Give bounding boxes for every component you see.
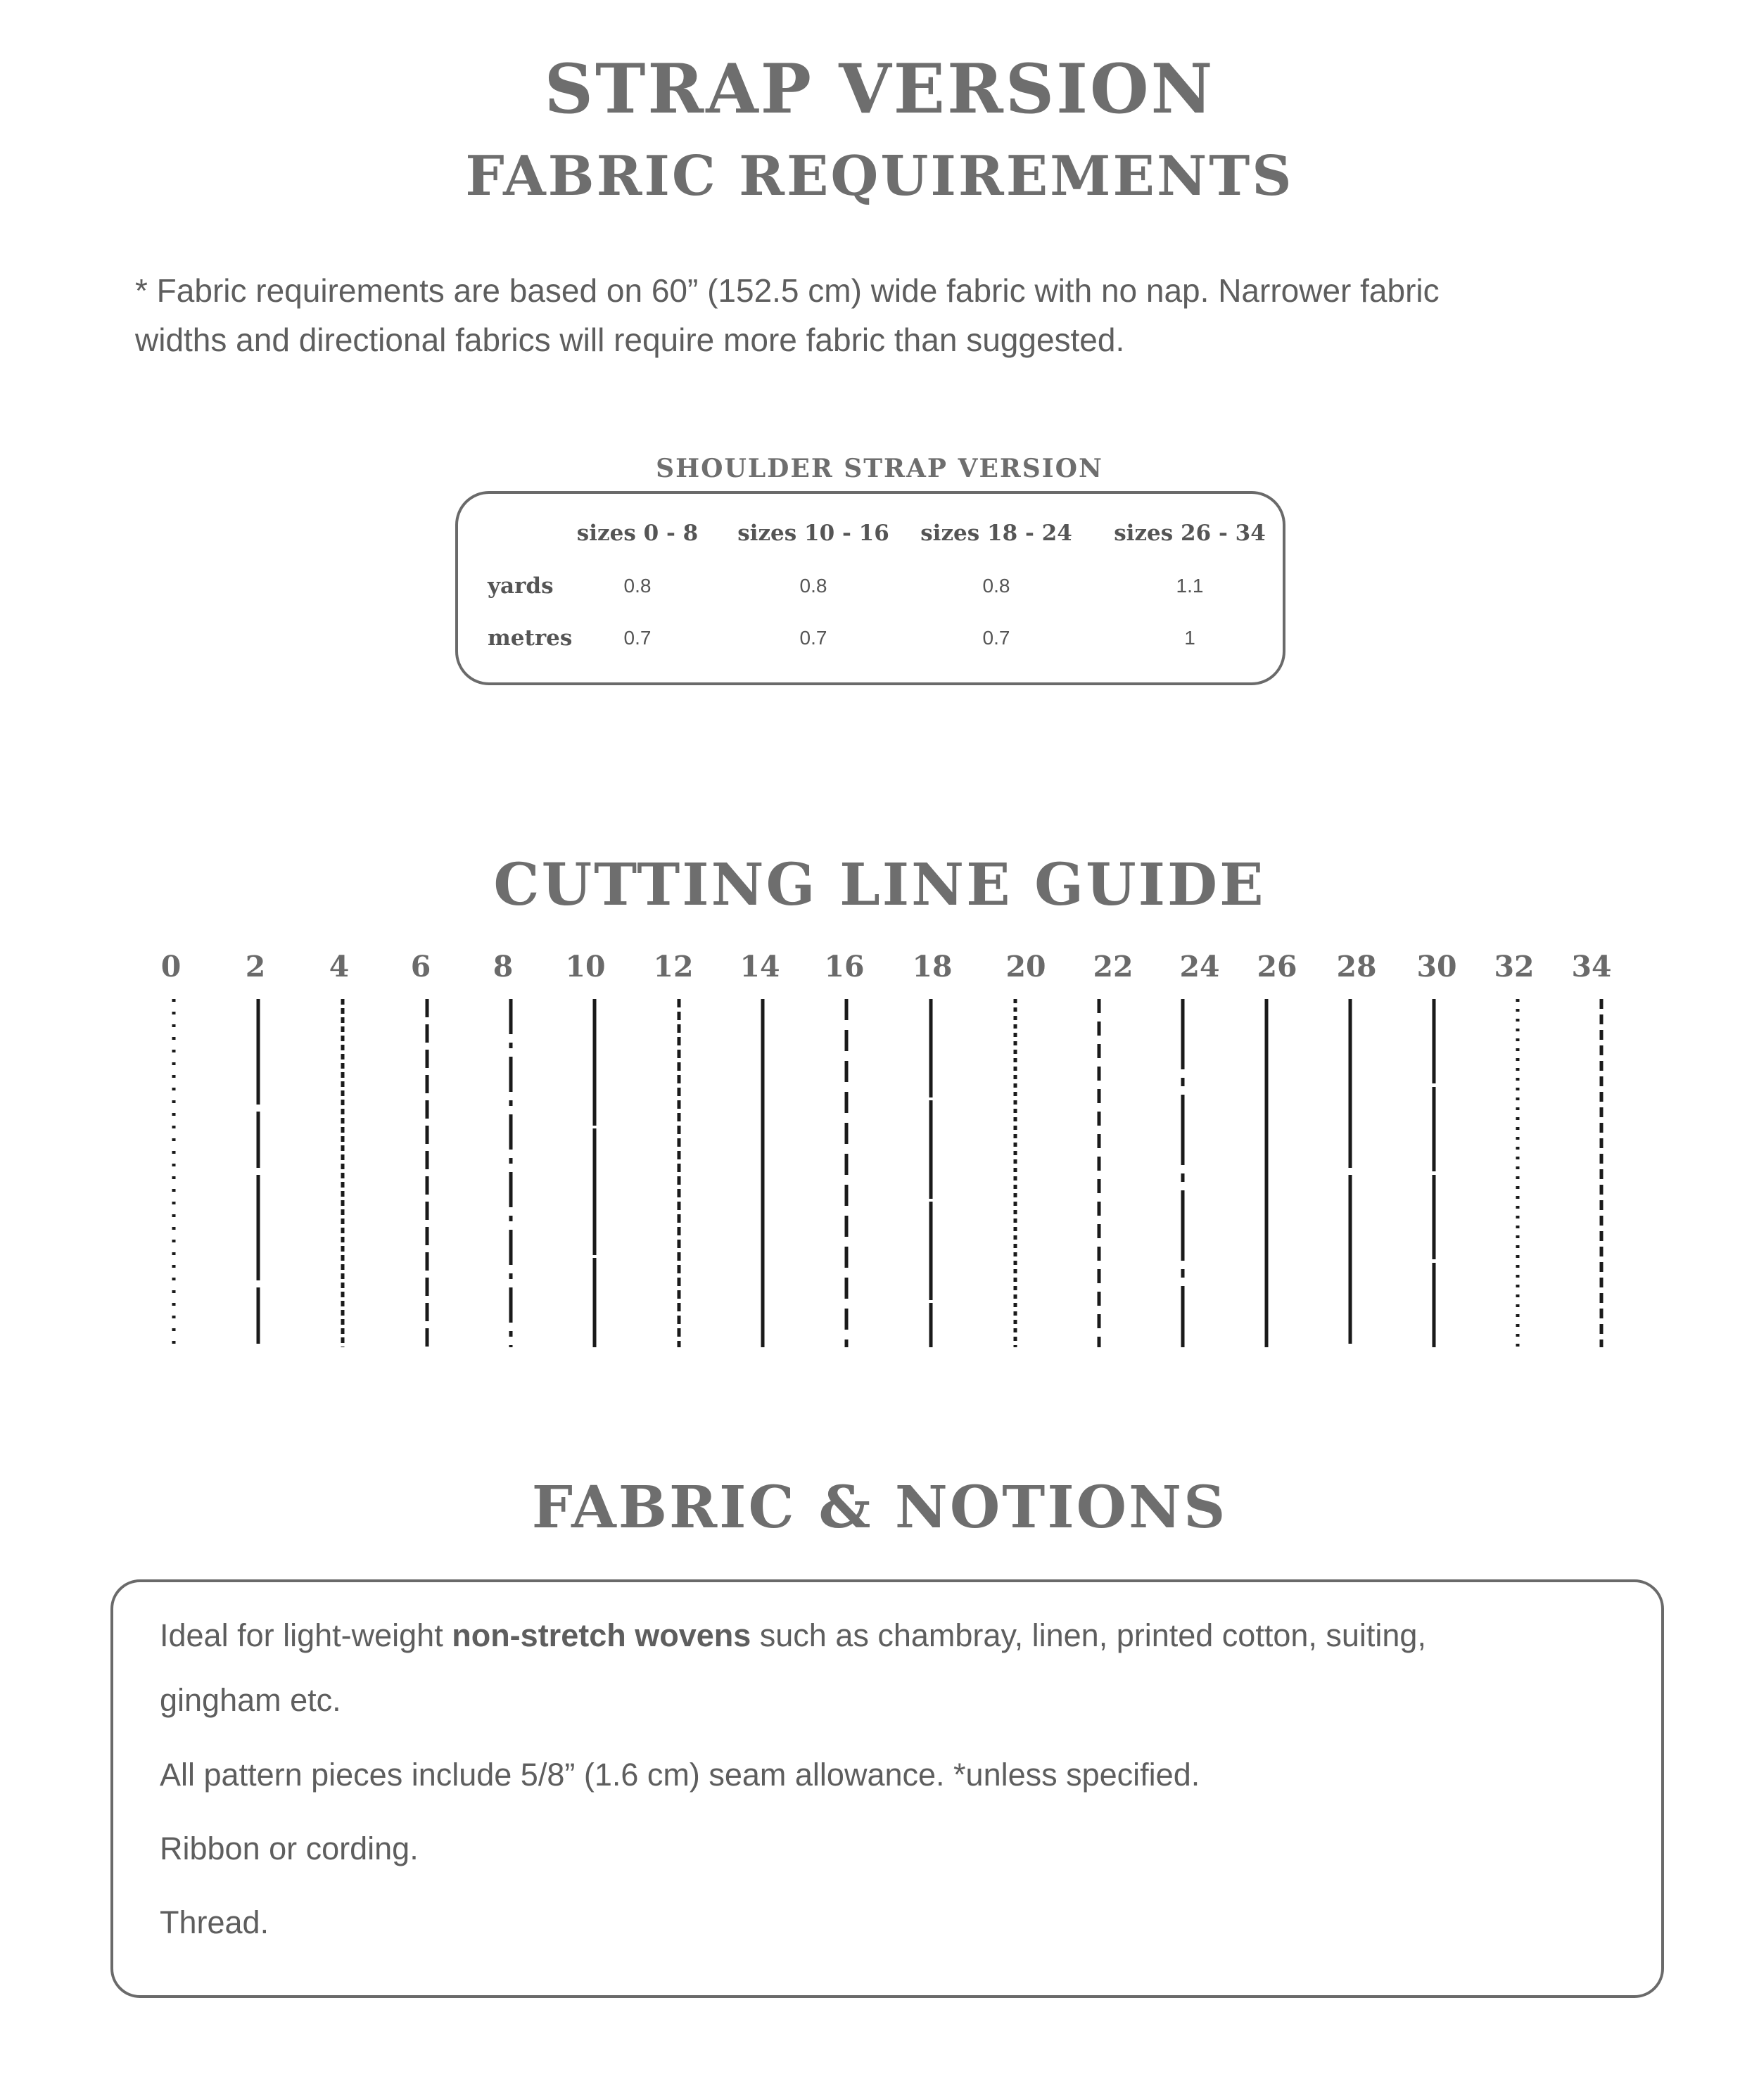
table-cell: 0.8 xyxy=(799,575,827,597)
note-line-2: widths and directional fabrics will require more fabric than suggested. xyxy=(135,322,1125,358)
table-cell: 1.1 xyxy=(1176,575,1204,597)
fabric-requirements-title: FABRIC REQUIREMENTS xyxy=(465,144,1294,208)
size-label-30: 30 xyxy=(1416,950,1457,984)
size-label-4: 4 xyxy=(329,950,350,984)
size-label-32: 32 xyxy=(1494,950,1535,984)
strap-version-title: STRAP VERSION xyxy=(544,49,1215,129)
size-label-0: 0 xyxy=(160,950,182,984)
table-cell: 0.7 xyxy=(982,627,1010,649)
notions-line-1-end: such as chambray, linen, printed cotton, suiting, xyxy=(751,1617,1426,1653)
size-label-16: 16 xyxy=(824,950,865,984)
row-label-yards: yards xyxy=(488,573,554,599)
size-label-20: 20 xyxy=(1005,950,1046,984)
table-cell: 0.7 xyxy=(799,627,827,649)
size-label-6: 6 xyxy=(410,950,431,984)
cutting-line-guide-title: CUTTING LINE GUIDE xyxy=(493,851,1266,919)
table-header-sizes-26-34: sizes 26 - 34 xyxy=(1114,521,1266,546)
row-label-metres: metres xyxy=(488,625,573,651)
table-caption: SHOULDER STRAP VERSION xyxy=(656,454,1103,483)
table-header-sizes-10-16: sizes 10 - 16 xyxy=(737,521,889,546)
notions-line-1-start: Ideal for light-weight xyxy=(160,1617,452,1653)
table-header-sizes-18-24: sizes 18 - 24 xyxy=(920,521,1072,546)
notions-line-1-bold: non-stretch wovens xyxy=(452,1617,751,1653)
size-label-14: 14 xyxy=(739,950,780,984)
size-label-10: 10 xyxy=(565,950,606,984)
size-label-12: 12 xyxy=(653,950,694,984)
fabric-requirements-note xyxy=(135,266,1648,364)
notions-line-2: gingham etc. xyxy=(160,1682,341,1718)
size-label-26: 26 xyxy=(1257,950,1297,984)
size-label-18: 18 xyxy=(912,950,953,984)
cutting-guide-size-labels xyxy=(0,950,1759,992)
fabric-notions-title: FABRIC & NOTIONS xyxy=(531,1474,1228,1541)
requirements-table xyxy=(455,491,1285,685)
table-cell: 0.8 xyxy=(623,575,652,597)
note-line-1: * Fabric requirements are based on 60” (152.5 cm) wide fabric with no nap. Narrower fabric xyxy=(135,272,1440,309)
table-cell: 0.8 xyxy=(982,575,1010,597)
cutting-guide-lines xyxy=(0,995,1759,1354)
size-label-28: 28 xyxy=(1336,950,1377,984)
notions-line-1 xyxy=(160,1617,1426,1654)
fabric-notions-box xyxy=(110,1579,1664,1998)
notions-thread: Thread. xyxy=(160,1904,269,1940)
size-label-34: 34 xyxy=(1571,950,1612,984)
size-label-22: 22 xyxy=(1093,950,1133,984)
size-label-8: 8 xyxy=(493,950,514,984)
table-cell: 0.7 xyxy=(623,627,652,649)
table-cell: 1 xyxy=(1184,627,1195,649)
size-label-2: 2 xyxy=(245,950,266,984)
table-header-sizes-0-8: sizes 0 - 8 xyxy=(576,521,699,546)
notions-seam-allowance: All pattern pieces include 5/8” (1.6 cm) seam allowance. *unless specified. xyxy=(160,1757,1200,1793)
notions-ribbon: Ribbon or cording. xyxy=(160,1831,419,1866)
size-label-24: 24 xyxy=(1179,950,1220,984)
